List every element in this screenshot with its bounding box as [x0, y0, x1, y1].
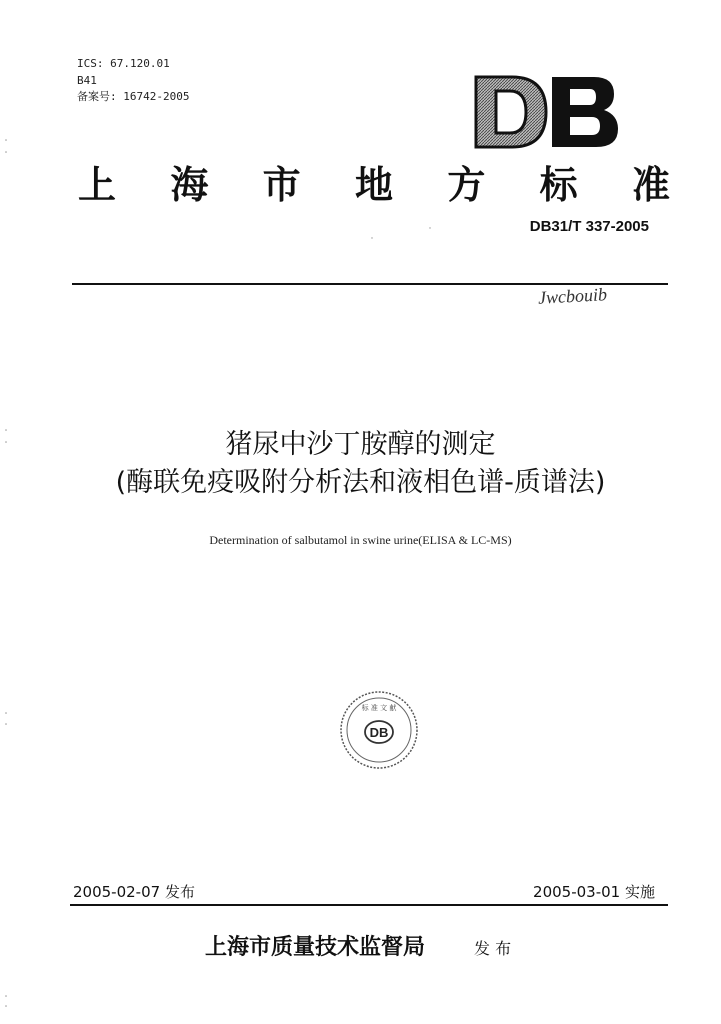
seal-top-text: 标 准 文 献 [361, 704, 397, 712]
db-logo [472, 73, 622, 151]
std-char-3: 市 [262, 162, 301, 207]
title-english: Determination of salbutamol in swine urine(ELISA & LC-MS) [209, 533, 512, 547]
std-char-7: 准 [631, 162, 670, 207]
ics-code: ICS: 67.120.01 [77, 57, 170, 70]
title-chinese-line1: 猪尿中沙丁胺醇的测定 [225, 429, 496, 460]
implement-date: 2005-03-01 实施 [533, 883, 655, 901]
ccs-code: B41 [77, 74, 97, 87]
bottom-divider [70, 904, 668, 906]
std-char-5: 方 [447, 162, 486, 207]
standards-seal-stamp [337, 688, 421, 772]
handwritten-note: Jwcbouib [537, 284, 608, 308]
std-char-4: 地 [354, 162, 393, 207]
std-char-6: 标 [539, 162, 578, 207]
standard-number: DB31/T 337-2005 [529, 218, 649, 235]
title-chinese-line2: (酶联免疫吸附分析法和液相色谱-质谱法) [115, 467, 606, 498]
standard-type-heading [78, 156, 670, 206]
issue-word: 发 布 [474, 939, 512, 958]
issue-date: 2005-02-07 发布 [73, 883, 195, 901]
seal-center-text: DB [369, 725, 389, 740]
std-char-1: 上 [78, 162, 117, 207]
std-char-2: 海 [170, 162, 209, 207]
issuing-authority: 上海市质量技术监督局 [205, 935, 426, 960]
record-number: 备案号: 16742-2005 [77, 90, 190, 103]
